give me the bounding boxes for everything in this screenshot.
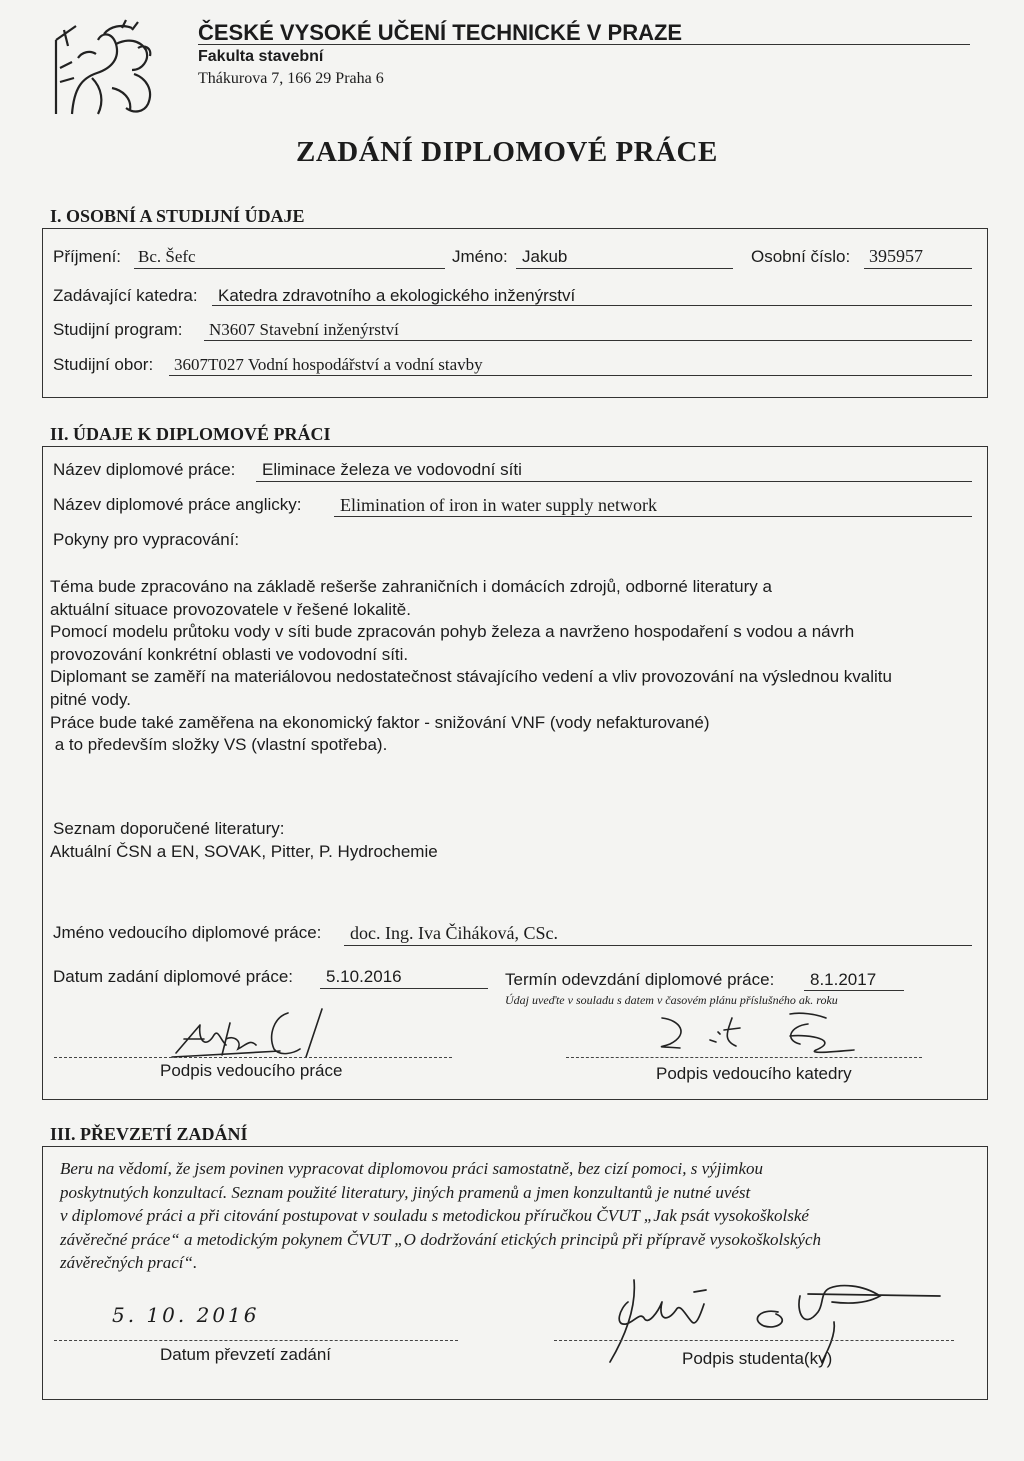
study-field-value: 3607T027 Vodní hospodářství a vodní stavby	[174, 355, 483, 374]
statement-line: poskytnutých konzultací. Seznam použité literatury, jiných pramenů a jmen konzultantů je nutné uvést	[60, 1182, 751, 1202]
thesis-title-value: Eliminace železa ve vodovodní síti	[262, 460, 522, 479]
sig-supervisor-line	[54, 1057, 452, 1058]
instructions-label: Pokyny pro vypracování:	[53, 530, 240, 549]
sig-supervisor-label: Podpis vedoucího práce	[160, 1061, 343, 1080]
study-field-underline	[169, 375, 972, 376]
document-title: ZADÁNÍ DIPLOMOVÉ PRÁCE	[296, 136, 718, 168]
thesis-title-label: Název diplomové práce:	[53, 460, 236, 479]
statement-line: závěrečných prací“.	[60, 1253, 198, 1272]
statement-line: v diplomové práci a při citování postupovat v souladu s metodickou příručkou ČVUT „Jak psát vysokoškolské	[60, 1206, 809, 1225]
statement-text	[60, 1157, 821, 1275]
first-name-label: Jméno:	[452, 247, 508, 266]
study-field-label: Studijní obor:	[53, 355, 154, 374]
literature-value: Aktuální ČSN a EN, SOVAK, Pitter, P. Hydrochemie	[50, 842, 438, 861]
study-program-underline	[204, 340, 972, 341]
header-rule	[198, 44, 970, 45]
instructions-line: a to především složky VS (vlastní spotřeba).	[50, 735, 388, 755]
handover-date-handwritten: 5. 10. 2016	[112, 1303, 260, 1327]
surname-label: Příjmení:	[53, 247, 122, 266]
deadline-underline	[804, 990, 904, 991]
instructions-line: aktuální situace provozovatele v řešené lokalitě.	[50, 599, 411, 619]
assign-date-label: Datum zadání diplomové práce:	[53, 967, 294, 986]
statement-line: Beru na vědomí, že jsem povinen vypracovat diplomovou práci samostatně, bez cizí pomoci, s výjimkou	[60, 1159, 763, 1178]
literature-label: Seznam doporučené literatury:	[53, 819, 285, 838]
section2-heading: II. ÚDAJE K DIPLOMOVÉ PRÁCI	[50, 424, 331, 444]
ctu-lion-logo	[42, 18, 164, 118]
thesis-title-en-label: Název diplomové práce anglicky:	[53, 495, 302, 514]
department-head-signature	[640, 1010, 880, 1062]
department-value: Katedra zdravotního a ekologického inženýrství	[218, 286, 576, 305]
handover-date-label: Datum převzetí zadání	[160, 1345, 332, 1364]
deadline-value: 8.1.2017	[810, 970, 877, 989]
section1-heading: I. OSOBNÍ A STUDIJNÍ ÚDAJE	[50, 206, 305, 226]
first-name-underline	[516, 268, 733, 269]
personal-number-label: Osobní číslo:	[751, 247, 851, 266]
faculty-name: Fakulta stavební	[198, 48, 324, 65]
supervisor-value: doc. Ing. Iva Čiháková, CSc.	[350, 923, 558, 943]
personal-number-value: 395957	[869, 246, 923, 266]
surname-value: Bc. Šefc	[138, 247, 196, 266]
instructions-text	[50, 576, 892, 757]
instructions-line: Práce bude také zaměřena na ekonomický faktor - snižování VNF (vody nefakturované)	[50, 712, 710, 732]
personal-number-underline	[864, 268, 972, 269]
thesis-title-en-underline	[334, 516, 972, 517]
university-name: ČESKÉ VYSOKÉ UČENÍ TECHNICKÉ V PRAZE	[198, 20, 683, 45]
deadline-note: Údaj uveďte v souladu s datem v časovém plánu příslušného ak. roku	[505, 993, 838, 1007]
student-sig-label: Podpis studenta(ky)	[682, 1349, 833, 1368]
supervisor-signature	[170, 1005, 350, 1063]
supervisor-label: Jméno vedoucího diplomové práce:	[53, 923, 322, 942]
faculty-address: Thákurova 7, 166 29 Praha 6	[198, 70, 384, 87]
surname-underline	[134, 268, 445, 269]
study-program-value: N3607 Stavební inženýrství	[209, 320, 399, 339]
deadline-label: Termín odevzdání diplomové práce:	[505, 970, 775, 989]
instructions-line: Diplomant se zaměří na materiálovou nedostatečnost stávajícího vedení a vliv provozování na výslednou kvalitu	[50, 667, 892, 687]
instructions-line: Téma bude zpracováno na základě rešerše zahraničních i domácích zdrojů, odborné literatury a	[50, 577, 772, 596]
student-sig-line	[554, 1340, 954, 1341]
sig-head-line	[566, 1057, 922, 1058]
thesis-title-underline	[256, 481, 972, 482]
statement-line: závěrečné práce“ a metodickým pokynem ČVUT „O dodržování etických principů při přípravě vysokoškolských	[60, 1229, 822, 1249]
instructions-line: Pomocí modelu průtoku vody v síti bude zpracován pohyb železa a navrženo hospodaření s vodou a návrh	[50, 622, 855, 642]
study-program-label: Studijní program:	[53, 320, 183, 339]
supervisor-underline	[344, 945, 972, 946]
department-label: Zadávající katedra:	[53, 286, 198, 305]
section3-heading: III. PŘEVZETÍ ZADÁNÍ	[50, 1124, 248, 1144]
sig-head-label: Podpis vedoucího katedry	[656, 1064, 852, 1083]
instructions-line: provozování konkrétní oblasti ve vodovodní síti.	[50, 644, 409, 664]
first-name-value: Jakub	[522, 247, 568, 266]
assign-date-value: 5.10.2016	[326, 967, 402, 986]
thesis-title-en-value: Elimination of iron in water supply network	[340, 495, 657, 515]
assign-date-underline	[320, 988, 488, 989]
handover-date-line	[54, 1340, 458, 1341]
instructions-line: pitné vody.	[50, 689, 131, 709]
department-underline	[212, 305, 972, 306]
